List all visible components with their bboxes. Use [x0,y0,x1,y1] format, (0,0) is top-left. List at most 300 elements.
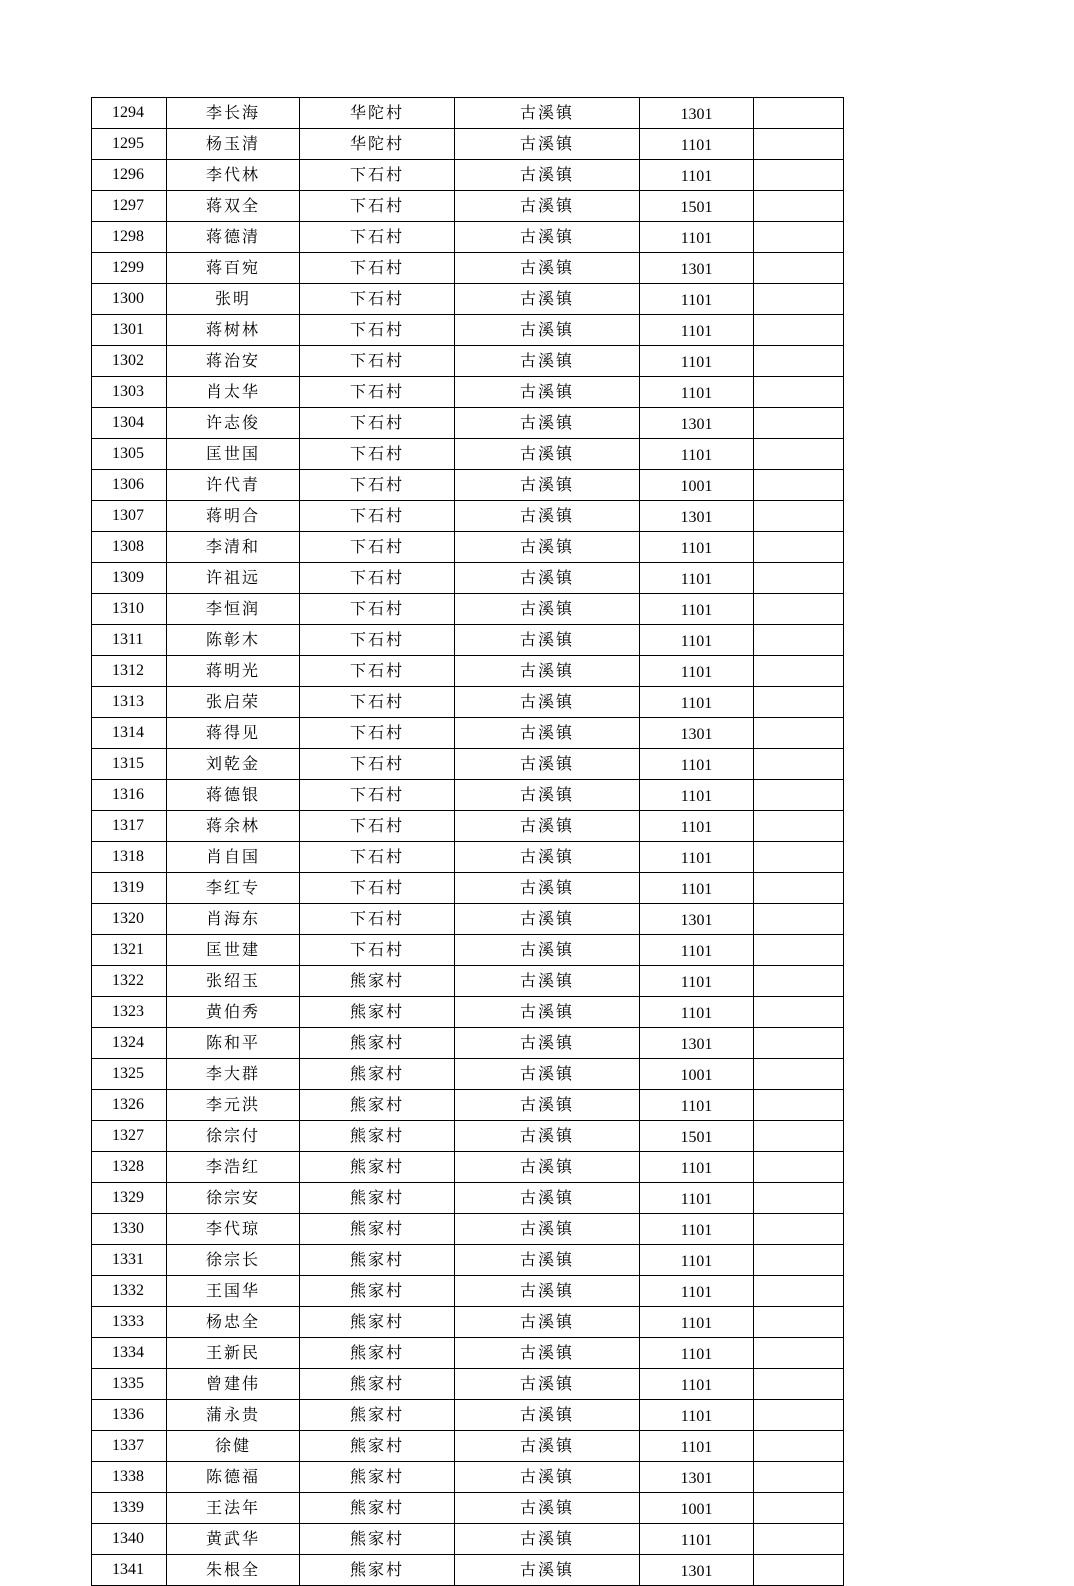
village-cell: 熊家村 [300,997,455,1028]
row-number-cell: 1323 [92,997,167,1028]
remark-cell [754,1369,844,1400]
town-cell: 古溪镇 [455,718,640,749]
village-cell: 熊家村 [300,1369,455,1400]
village-cell: 华陀村 [300,129,455,160]
row-number-cell: 1327 [92,1121,167,1152]
table-row [92,1431,844,1462]
remark-cell [754,1090,844,1121]
row-number-cell: 1310 [92,594,167,625]
name-cell: 蒋德清 [167,222,300,253]
name-cell: 李代林 [167,160,300,191]
town-cell: 古溪镇 [455,1462,640,1493]
row-number-cell: 1334 [92,1338,167,1369]
remark-cell [754,966,844,997]
town-cell: 古溪镇 [455,842,640,873]
code-cell: 1101 [640,532,754,563]
row-number-cell: 1339 [92,1493,167,1524]
remark-cell [754,1555,844,1586]
code-cell: 1301 [640,253,754,284]
row-number-cell: 1309 [92,563,167,594]
town-cell: 古溪镇 [455,1152,640,1183]
village-cell: 下石村 [300,625,455,656]
remark-cell [754,1183,844,1214]
town-cell: 古溪镇 [455,284,640,315]
table-row [92,1524,844,1555]
village-cell: 下石村 [300,749,455,780]
town-cell: 古溪镇 [455,1183,640,1214]
village-cell: 下石村 [300,842,455,873]
name-cell: 蒋明合 [167,501,300,532]
code-cell: 1101 [640,377,754,408]
village-cell: 下石村 [300,935,455,966]
name-cell: 杨忠全 [167,1307,300,1338]
name-cell: 徐宗付 [167,1121,300,1152]
table-row [92,749,844,780]
village-cell: 熊家村 [300,1307,455,1338]
code-cell: 1101 [640,1338,754,1369]
table-row [92,1245,844,1276]
row-number-cell: 1300 [92,284,167,315]
row-number-cell: 1325 [92,1059,167,1090]
row-number-cell: 1316 [92,780,167,811]
town-cell: 古溪镇 [455,1059,640,1090]
village-cell: 熊家村 [300,1028,455,1059]
town-cell: 古溪镇 [455,687,640,718]
village-cell: 熊家村 [300,1276,455,1307]
table-row [92,1059,844,1090]
name-cell: 徐宗长 [167,1245,300,1276]
code-cell: 1101 [640,315,754,346]
code-cell: 1101 [640,1152,754,1183]
village-cell: 下石村 [300,191,455,222]
table-row [92,997,844,1028]
village-cell: 下石村 [300,439,455,470]
village-cell: 下石村 [300,656,455,687]
town-cell: 古溪镇 [455,594,640,625]
village-cell: 下石村 [300,904,455,935]
row-number-cell: 1331 [92,1245,167,1276]
name-cell: 李清和 [167,532,300,563]
table-row [92,966,844,997]
code-cell: 1101 [640,1431,754,1462]
table-row [92,904,844,935]
village-cell: 下石村 [300,315,455,346]
code-cell: 1101 [640,1183,754,1214]
village-cell: 下石村 [300,780,455,811]
row-number-cell: 1320 [92,904,167,935]
village-cell: 熊家村 [300,1090,455,1121]
village-cell: 下石村 [300,222,455,253]
row-number-cell: 1326 [92,1090,167,1121]
name-cell: 朱根全 [167,1555,300,1586]
row-number-cell: 1301 [92,315,167,346]
table-row [92,1028,844,1059]
code-cell: 1101 [640,842,754,873]
remark-cell [754,780,844,811]
row-number-cell: 1302 [92,346,167,377]
name-cell: 肖太华 [167,377,300,408]
row-number-cell: 1322 [92,966,167,997]
village-cell: 下石村 [300,408,455,439]
table-row [92,1493,844,1524]
code-cell: 1101 [640,749,754,780]
town-cell: 古溪镇 [455,1338,640,1369]
row-number-cell: 1332 [92,1276,167,1307]
table-row [92,873,844,904]
code-cell: 1101 [640,222,754,253]
town-cell: 古溪镇 [455,1524,640,1555]
code-cell: 1101 [640,780,754,811]
row-number-cell: 1313 [92,687,167,718]
remark-cell [754,129,844,160]
table-row [92,718,844,749]
row-number-cell: 1329 [92,1183,167,1214]
row-number-cell: 1312 [92,656,167,687]
name-cell: 蒋治安 [167,346,300,377]
row-number-cell: 1336 [92,1400,167,1431]
table-row [92,470,844,501]
town-cell: 古溪镇 [455,1121,640,1152]
code-cell: 1301 [640,98,754,129]
name-cell: 刘乾金 [167,749,300,780]
remark-cell [754,1400,844,1431]
table-row [92,532,844,563]
town-cell: 古溪镇 [455,997,640,1028]
row-number-cell: 1318 [92,842,167,873]
table-row [92,1338,844,1369]
village-cell: 熊家村 [300,966,455,997]
name-cell: 王法年 [167,1493,300,1524]
row-number-cell: 1333 [92,1307,167,1338]
name-cell: 肖自国 [167,842,300,873]
code-cell: 1101 [640,346,754,377]
code-cell: 1301 [640,718,754,749]
row-number-cell: 1319 [92,873,167,904]
row-number-cell: 1337 [92,1431,167,1462]
name-cell: 徐宗安 [167,1183,300,1214]
table-row [92,315,844,346]
village-cell: 下石村 [300,811,455,842]
name-cell: 肖海东 [167,904,300,935]
town-cell: 古溪镇 [455,408,640,439]
town-cell: 古溪镇 [455,935,640,966]
village-cell: 熊家村 [300,1431,455,1462]
village-cell: 熊家村 [300,1493,455,1524]
name-cell: 许志俊 [167,408,300,439]
village-cell: 熊家村 [300,1245,455,1276]
village-cell: 下石村 [300,718,455,749]
remark-cell [754,1245,844,1276]
code-cell: 1301 [640,408,754,439]
name-cell: 杨玉清 [167,129,300,160]
village-cell: 华陀村 [300,98,455,129]
village-cell: 下石村 [300,160,455,191]
name-cell: 李大群 [167,1059,300,1090]
town-cell: 古溪镇 [455,1307,640,1338]
town-cell: 古溪镇 [455,470,640,501]
village-cell: 熊家村 [300,1183,455,1214]
remark-cell [754,1028,844,1059]
table-row [92,1400,844,1431]
code-cell: 1301 [640,1462,754,1493]
code-cell: 1101 [640,966,754,997]
village-cell: 熊家村 [300,1121,455,1152]
village-cell: 下石村 [300,532,455,563]
table-row [92,1462,844,1493]
name-cell: 徐健 [167,1431,300,1462]
remark-cell [754,687,844,718]
name-cell: 陈和平 [167,1028,300,1059]
name-cell: 王国华 [167,1276,300,1307]
remark-cell [754,842,844,873]
town-cell: 古溪镇 [455,873,640,904]
town-cell: 古溪镇 [455,1090,640,1121]
town-cell: 古溪镇 [455,98,640,129]
remark-cell [754,1524,844,1555]
table-row [92,594,844,625]
name-cell: 蒲永贵 [167,1400,300,1431]
remark-cell [754,98,844,129]
remark-cell [754,253,844,284]
village-cell: 下石村 [300,470,455,501]
name-cell: 蒋树林 [167,315,300,346]
code-cell: 1101 [640,1524,754,1555]
name-cell: 匡世国 [167,439,300,470]
village-cell: 熊家村 [300,1059,455,1090]
town-cell: 古溪镇 [455,780,640,811]
town-cell: 古溪镇 [455,625,640,656]
remark-cell [754,1338,844,1369]
remark-cell [754,377,844,408]
remark-cell [754,346,844,377]
row-number-cell: 1324 [92,1028,167,1059]
table-row [92,625,844,656]
name-cell: 李长海 [167,98,300,129]
code-cell: 1001 [640,470,754,501]
table-row [92,98,844,129]
remark-cell [754,873,844,904]
town-cell: 古溪镇 [455,253,640,284]
remark-cell [754,1493,844,1524]
table-row [92,935,844,966]
row-number-cell: 1298 [92,222,167,253]
town-cell: 古溪镇 [455,966,640,997]
town-cell: 古溪镇 [455,1245,640,1276]
table-row [92,284,844,315]
table-row [92,687,844,718]
name-cell: 张明 [167,284,300,315]
remark-cell [754,594,844,625]
remark-cell [754,997,844,1028]
table-row [92,1369,844,1400]
town-cell: 古溪镇 [455,315,640,346]
table-row [92,1121,844,1152]
town-cell: 古溪镇 [455,346,640,377]
code-cell: 1101 [640,1400,754,1431]
row-number-cell: 1308 [92,532,167,563]
code-cell: 1101 [640,1307,754,1338]
remark-cell [754,1152,844,1183]
row-number-cell: 1296 [92,160,167,191]
code-cell: 1101 [640,873,754,904]
village-cell: 熊家村 [300,1462,455,1493]
table-row [92,501,844,532]
remark-cell [754,625,844,656]
code-cell: 1101 [640,594,754,625]
remark-cell [754,1462,844,1493]
code-cell: 1101 [640,160,754,191]
code-cell: 1101 [640,284,754,315]
remark-cell [754,718,844,749]
name-cell: 蒋明光 [167,656,300,687]
code-cell: 1101 [640,811,754,842]
table-row [92,1183,844,1214]
table-row [92,222,844,253]
row-number-cell: 1341 [92,1555,167,1586]
remark-cell [754,439,844,470]
code-cell: 1001 [640,1059,754,1090]
remark-cell [754,563,844,594]
table-row [92,160,844,191]
data-table [91,97,844,1586]
remark-cell [754,1276,844,1307]
code-cell: 1101 [640,1090,754,1121]
table-row [92,1214,844,1245]
remark-cell [754,1431,844,1462]
town-cell: 古溪镇 [455,904,640,935]
name-cell: 蒋双全 [167,191,300,222]
remark-cell [754,160,844,191]
remark-cell [754,811,844,842]
name-cell: 蒋百宛 [167,253,300,284]
table-row [92,439,844,470]
remark-cell [754,656,844,687]
code-cell: 1101 [640,656,754,687]
remark-cell [754,408,844,439]
remark-cell [754,1307,844,1338]
row-number-cell: 1306 [92,470,167,501]
village-cell: 下石村 [300,377,455,408]
row-number-cell: 1295 [92,129,167,160]
town-cell: 古溪镇 [455,160,640,191]
table-row [92,1307,844,1338]
name-cell: 黄伯秀 [167,997,300,1028]
table-row [92,811,844,842]
table-row [92,408,844,439]
remark-cell [754,532,844,563]
code-cell: 1101 [640,563,754,594]
code-cell: 1101 [640,1214,754,1245]
name-cell: 陈德福 [167,1462,300,1493]
row-number-cell: 1335 [92,1369,167,1400]
row-number-cell: 1299 [92,253,167,284]
town-cell: 古溪镇 [455,1493,640,1524]
row-number-cell: 1338 [92,1462,167,1493]
town-cell: 古溪镇 [455,222,640,253]
remark-cell [754,749,844,780]
name-cell: 张绍玉 [167,966,300,997]
town-cell: 古溪镇 [455,811,640,842]
town-cell: 古溪镇 [455,656,640,687]
town-cell: 古溪镇 [455,377,640,408]
town-cell: 古溪镇 [455,1276,640,1307]
code-cell: 1101 [640,687,754,718]
remark-cell [754,904,844,935]
table-row [92,1152,844,1183]
row-number-cell: 1305 [92,439,167,470]
row-number-cell: 1328 [92,1152,167,1183]
code-cell: 1101 [640,625,754,656]
name-cell: 蒋得见 [167,718,300,749]
row-number-cell: 1315 [92,749,167,780]
town-cell: 古溪镇 [455,563,640,594]
table-row [92,1090,844,1121]
remark-cell [754,935,844,966]
village-cell: 熊家村 [300,1555,455,1586]
remark-cell [754,222,844,253]
village-cell: 下石村 [300,873,455,904]
name-cell: 曾建伟 [167,1369,300,1400]
village-cell: 下石村 [300,594,455,625]
remark-cell [754,1059,844,1090]
code-cell: 1301 [640,1555,754,1586]
name-cell: 李浩红 [167,1152,300,1183]
row-number-cell: 1294 [92,98,167,129]
name-cell: 李红专 [167,873,300,904]
town-cell: 古溪镇 [455,749,640,780]
town-cell: 古溪镇 [455,439,640,470]
name-cell: 黄武华 [167,1524,300,1555]
name-cell: 许代青 [167,470,300,501]
name-cell: 匡世建 [167,935,300,966]
code-cell: 1101 [640,439,754,470]
name-cell: 张启荣 [167,687,300,718]
remark-cell [754,470,844,501]
town-cell: 古溪镇 [455,1431,640,1462]
table-row [92,563,844,594]
row-number-cell: 1303 [92,377,167,408]
table-row [92,842,844,873]
code-cell: 1301 [640,501,754,532]
table-row [92,1276,844,1307]
row-number-cell: 1314 [92,718,167,749]
town-cell: 古溪镇 [455,1028,640,1059]
town-cell: 古溪镇 [455,532,640,563]
remark-cell [754,1214,844,1245]
name-cell: 李代琼 [167,1214,300,1245]
remark-cell [754,284,844,315]
village-cell: 下石村 [300,687,455,718]
code-cell: 1101 [640,997,754,1028]
village-cell: 下石村 [300,253,455,284]
town-cell: 古溪镇 [455,129,640,160]
code-cell: 1501 [640,191,754,222]
code-cell: 1101 [640,935,754,966]
table-row [92,1555,844,1586]
row-number-cell: 1311 [92,625,167,656]
row-number-cell: 1317 [92,811,167,842]
town-cell: 古溪镇 [455,1214,640,1245]
village-cell: 熊家村 [300,1152,455,1183]
table-row [92,346,844,377]
row-number-cell: 1307 [92,501,167,532]
village-cell: 熊家村 [300,1400,455,1431]
name-cell: 蒋余林 [167,811,300,842]
remark-cell [754,1121,844,1152]
town-cell: 古溪镇 [455,1555,640,1586]
village-cell: 下石村 [300,563,455,594]
row-number-cell: 1297 [92,191,167,222]
